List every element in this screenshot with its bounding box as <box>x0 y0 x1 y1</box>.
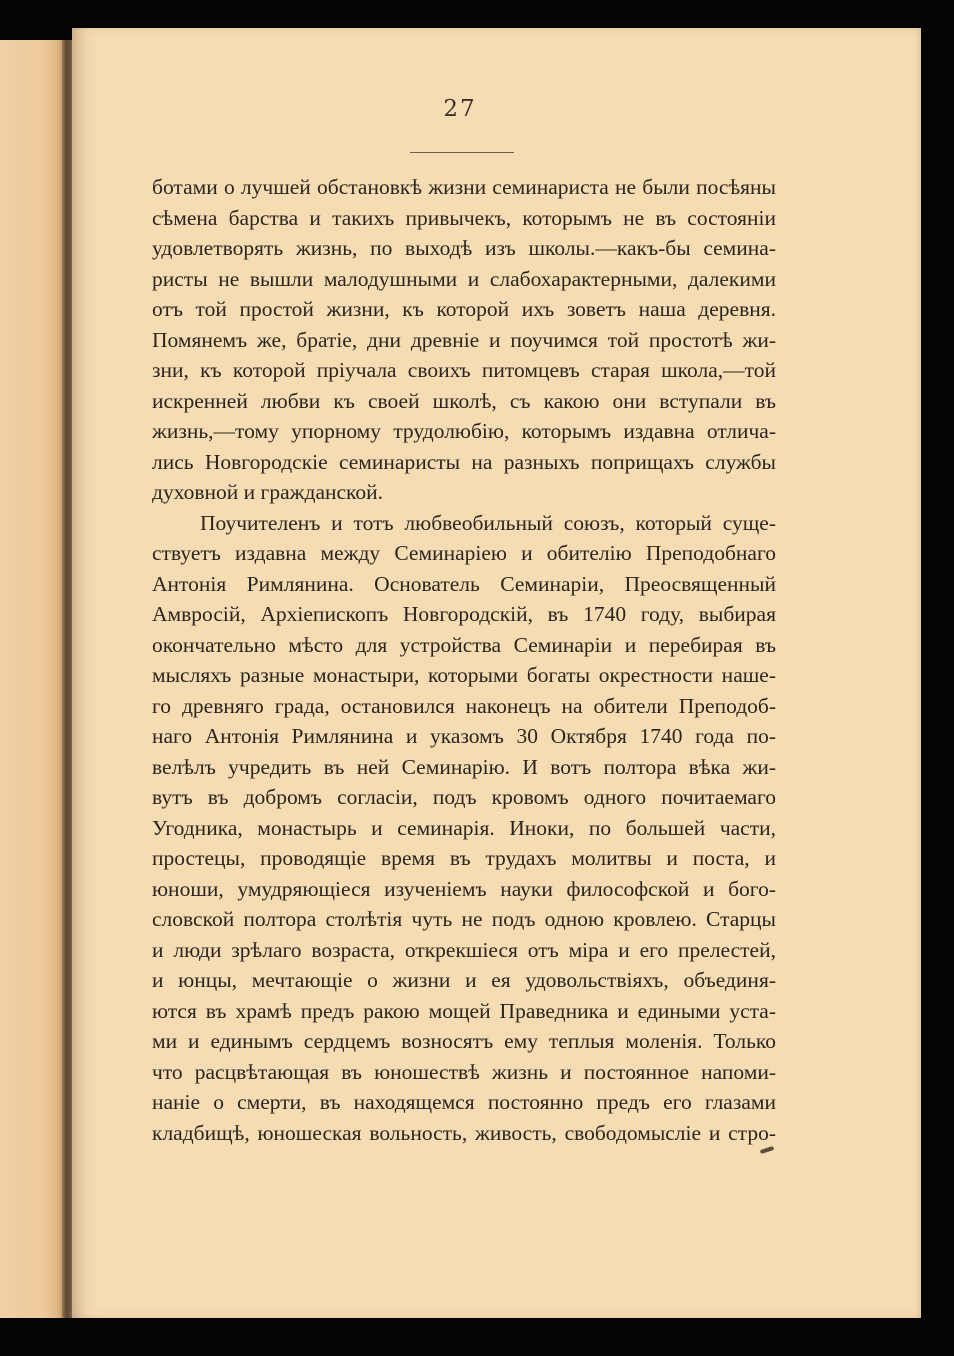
text-line: словской полтора столѣтія чуть не подъ одною кровлею. Старцы <box>152 907 776 931</box>
text-line: жизнь,—тому упорному трудолюбію, которымъ издавна отлича- <box>152 419 776 443</box>
page-text <box>152 172 776 1148</box>
book-spine <box>62 40 72 1318</box>
text-line: наніе о смерти, въ находящемся постоянно предъ его глазами <box>152 1090 776 1114</box>
text-line: юноши, умудряющіеся изученіемъ науки философской и бого- <box>152 876 776 901</box>
text-line: окончательно мѣсто для устройства Семинаріи и перебирая въ <box>152 632 776 657</box>
text-line: Амвросій, Архіепископъ Новгородскій, въ 1740 году, выбирая <box>152 602 776 626</box>
text-line: ствуетъ издавна между Семинаріею и обителію Преподобнаго <box>152 541 776 565</box>
page-number-rule <box>410 152 514 153</box>
text-line: вутъ въ добромъ согласіи, подъ кровомъ одного почитаемаго <box>152 785 776 809</box>
text-line: Поучителенъ и тотъ любвеобильный союзъ, который суще- <box>200 510 776 535</box>
text-line: ются въ храмѣ предъ ракою мощей Праведника и едиными уста- <box>152 998 776 1023</box>
text-line: ботами о лучшей обстановкѣ жизни семинариста не были посѣяны <box>152 175 776 199</box>
text-line: Угодника, монастырь и семинарія. Иноки, по большей части, <box>152 815 776 840</box>
text-line: велѣлъ учредить въ ней Семинарію. И вотъ полтора вѣка жи- <box>152 754 776 779</box>
text-line: простецы, проводящіе время въ трудахъ молитвы и поста, и <box>152 846 776 870</box>
text-line: ми и единымъ сердцемъ возносятъ ему теплыя моленія. Только <box>152 1029 776 1053</box>
text-line: зни, къ которой пріучала своихъ питомцевъ старая школа,—той <box>152 358 776 382</box>
text-line: искренней любви къ своей школѣ, съ какою они вступали въ <box>152 388 776 413</box>
text-line: лись Новгородскіе семинаристы на разныхъ поприщахъ службы <box>152 449 776 474</box>
text-line: ристы не вышли малодушными и слабохарактерными, далекими <box>152 266 776 291</box>
text-line: сѣмена барства и такихъ привычекъ, которымъ не въ состояніи <box>152 205 776 230</box>
text-line: Антонія Римлянина. Основатель Семинаріи, Преосвященный <box>152 571 776 596</box>
text-line: отъ той простой жизни, къ которой ихъ зоветъ наша деревня. <box>152 297 776 321</box>
text-line: мысляхъ разные монастыри, которыми богаты окрестности наше- <box>152 663 776 687</box>
text-line: и люди зрѣлаго возраста, открекшіеся отъ міра и его прелестей, <box>152 937 776 962</box>
text-line: что расцвѣтающая въ юношествѣ жизнь и постоянное напоми- <box>152 1059 776 1084</box>
text-line: кладбищѣ, юношеская вольность, живость, свободомысліе и стро- <box>152 1120 776 1145</box>
text-line: Помянемъ же, братіе, дни древніе и поучимся той простотѣ жи- <box>152 327 776 352</box>
text-line: удовлетворять жизнь, по выходѣ изъ школы.—какъ-бы семина- <box>152 236 776 260</box>
text-line: го древняго града, остановился наконецъ на обители Преподоб- <box>152 693 776 718</box>
text-line: наго Антонія Римлянина и указомъ 30 Октября 1740 года по- <box>152 724 776 748</box>
text-line: и юнцы, мечтающіе о жизни и ея удовольствіяхъ, объединя- <box>152 968 776 992</box>
text-line: духовной и гражданской. <box>152 480 384 504</box>
left-page-edge <box>0 40 62 1318</box>
page-number: 27 <box>443 96 477 122</box>
